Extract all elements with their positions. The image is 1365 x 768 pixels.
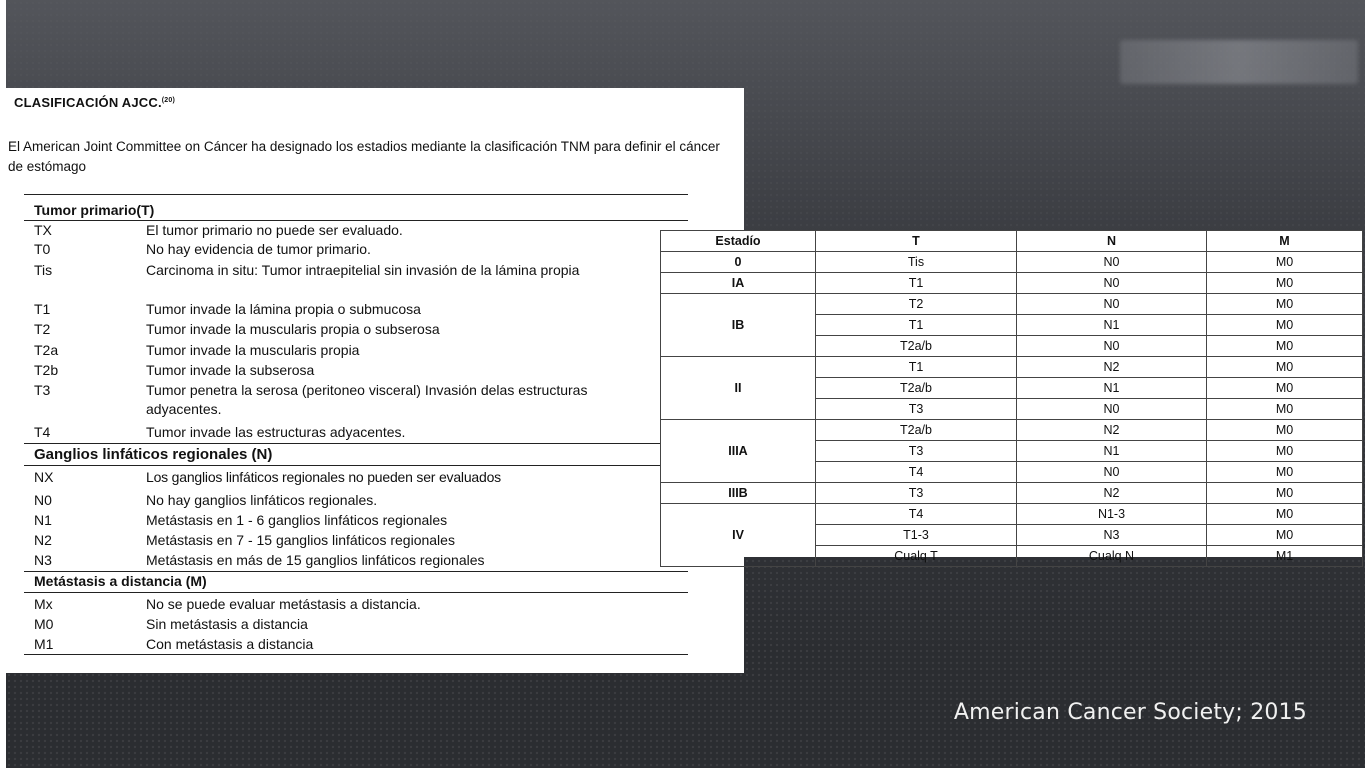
stage-table-row <box>661 357 1363 378</box>
n-cell: N1-3 <box>1017 504 1207 525</box>
n-cell: N2 <box>1017 420 1207 441</box>
m-cell: M0 <box>1207 420 1363 441</box>
m-cell: M0 <box>1207 441 1363 462</box>
row-description: No se puede evaluar metástasis a distancia. <box>146 596 421 612</box>
stage-table <box>660 230 1363 567</box>
section-heading-t: Tumor primario(T) <box>34 202 155 218</box>
n-cell: N0 <box>1017 273 1207 294</box>
row-code: N1 <box>34 512 52 528</box>
stage-table-row <box>661 483 1363 504</box>
row-description: No hay evidencia de tumor primario. <box>146 241 371 257</box>
rule <box>24 571 688 572</box>
row-code: T2a <box>34 342 59 358</box>
n-cell: N0 <box>1017 294 1207 315</box>
row-description: Tumor invade la muscularis propia <box>146 342 360 358</box>
n-cell: N0 <box>1017 399 1207 420</box>
row-code: N3 <box>34 552 52 568</box>
document-intro: El American Joint Committee on Cáncer ha designado los estadios mediante la clasificación TNM para definir el cáncer de estómago <box>8 139 720 174</box>
rule <box>24 194 688 195</box>
stage-cell: IB <box>661 294 816 357</box>
row-description: Tumor penetra la serosa (peritoneo visceral) Invasión delas estructuras adyacentes. <box>146 382 588 417</box>
row-description: Tumor invade las estructuras adyacentes. <box>146 424 406 440</box>
ajcc-document <box>6 88 744 673</box>
stage-table-row <box>661 504 1363 525</box>
t-cell: T1 <box>816 357 1017 378</box>
m-cell: M0 <box>1207 483 1363 504</box>
t-cell: T1-3 <box>816 525 1017 546</box>
m-cell: M0 <box>1207 273 1363 294</box>
header-t: T <box>816 231 1017 252</box>
row-code: N0 <box>34 492 52 508</box>
source-credit: American Cancer Society; 2015 <box>953 700 1307 725</box>
row-description: Carcinoma in situ: Tumor intraepitelial sin invasión de la lámina propia <box>146 262 580 278</box>
m-cell: M0 <box>1207 336 1363 357</box>
m-cell: M0 <box>1207 462 1363 483</box>
t-cell: T1 <box>816 315 1017 336</box>
header-m: M <box>1207 231 1363 252</box>
row-code: Tis <box>34 262 53 278</box>
row-description: El tumor primario no puede ser evaluado. <box>146 222 403 238</box>
row-description: Tumor invade la lámina propia o submucosa <box>146 301 421 317</box>
section-heading-n: Ganglios linfáticos regionales (N) <box>34 446 273 463</box>
t-cell: T3 <box>816 399 1017 420</box>
n-cell: N0 <box>1017 252 1207 273</box>
t-cell: T2a/b <box>816 336 1017 357</box>
n-cell: N1 <box>1017 378 1207 399</box>
row-code: N2 <box>34 532 52 548</box>
row-description: Con metástasis a distancia <box>146 636 314 652</box>
section-heading-m: Metástasis a distancia (M) <box>34 573 207 589</box>
t-cell: T3 <box>816 441 1017 462</box>
row-code: T1 <box>34 301 51 317</box>
row-code: T0 <box>34 241 51 257</box>
row-code: T2b <box>34 362 59 378</box>
row-code: M0 <box>34 616 54 632</box>
row-code: TX <box>34 222 52 238</box>
n-cell: N0 <box>1017 336 1207 357</box>
t-cell: Tis <box>816 252 1017 273</box>
rule <box>24 443 688 444</box>
row-description: Tumor invade la muscularis propia o subserosa <box>146 321 440 337</box>
stage-cell: IIIB <box>661 483 816 504</box>
stage-table-row <box>661 294 1363 315</box>
row-description: Metástasis en más de 15 ganglios linfáticos regionales <box>146 552 485 568</box>
stage-table-row <box>661 252 1363 273</box>
row-code: M1 <box>34 636 54 652</box>
m-cell: M0 <box>1207 294 1363 315</box>
title-reference: (20) <box>161 97 176 104</box>
stage-cell: 0 <box>661 252 816 273</box>
n-cell: N1 <box>1017 315 1207 336</box>
t-cell: T2a/b <box>816 420 1017 441</box>
m-cell: M0 <box>1207 399 1363 420</box>
m-cell: M0 <box>1207 525 1363 546</box>
t-cell: T1 <box>816 273 1017 294</box>
stage-table-header <box>661 231 1363 252</box>
rule <box>24 654 688 655</box>
stage-cell: IIIA <box>661 420 816 483</box>
m-cell: M0 <box>1207 252 1363 273</box>
stage-cell: IA <box>661 273 816 294</box>
row-description: Los ganglios linfáticos regionales no pueden ser evaluados <box>146 469 501 485</box>
rule <box>24 592 688 593</box>
m-cell: M0 <box>1207 357 1363 378</box>
t-cell: T2 <box>816 294 1017 315</box>
m-cell: M0 <box>1207 504 1363 525</box>
row-description: Metástasis en 7 - 15 ganglios linfáticos regionales <box>146 532 455 548</box>
t-cell: T3 <box>816 483 1017 504</box>
row-description: No hay ganglios linfáticos regionales. <box>146 492 378 508</box>
stage-cell: II <box>661 357 816 420</box>
stage-table-row <box>661 273 1363 294</box>
stage-table-row <box>661 420 1363 441</box>
row-code: T3 <box>34 382 51 398</box>
t-cell: T4 <box>816 504 1017 525</box>
row-code: T4 <box>34 424 51 440</box>
stage-table-card <box>660 230 1362 563</box>
n-cell: N2 <box>1017 357 1207 378</box>
document-title: CLASIFICACIÓN AJCC.$^{(20)}$ <box>14 95 176 110</box>
row-description: Sin metástasis a distancia <box>146 616 308 632</box>
row-code: Mx <box>34 596 53 612</box>
row-description: Metástasis en 1 - 6 ganglios linfáticos regionales <box>146 512 448 528</box>
m-cell: M0 <box>1207 378 1363 399</box>
stage-cell: IV <box>661 504 816 567</box>
n-cell: N0 <box>1017 462 1207 483</box>
row-description: Tumor invade la subserosa <box>146 362 315 378</box>
m-cell: M0 <box>1207 315 1363 336</box>
t-cell: T2a/b <box>816 378 1017 399</box>
header-estadio: Estadío <box>661 231 816 252</box>
n-cell: Cualq N <box>1017 546 1207 567</box>
n-cell: N1 <box>1017 441 1207 462</box>
header-n: N <box>1017 231 1207 252</box>
blurred-region <box>1120 40 1358 84</box>
n-cell: N2 <box>1017 483 1207 504</box>
rule <box>24 465 688 466</box>
n-cell: N3 <box>1017 525 1207 546</box>
row-code: T2 <box>34 321 51 337</box>
row-code: NX <box>34 469 54 485</box>
t-cell: T4 <box>816 462 1017 483</box>
t-cell: Cualq T <box>816 546 1017 567</box>
m-cell: M1 <box>1207 546 1363 567</box>
